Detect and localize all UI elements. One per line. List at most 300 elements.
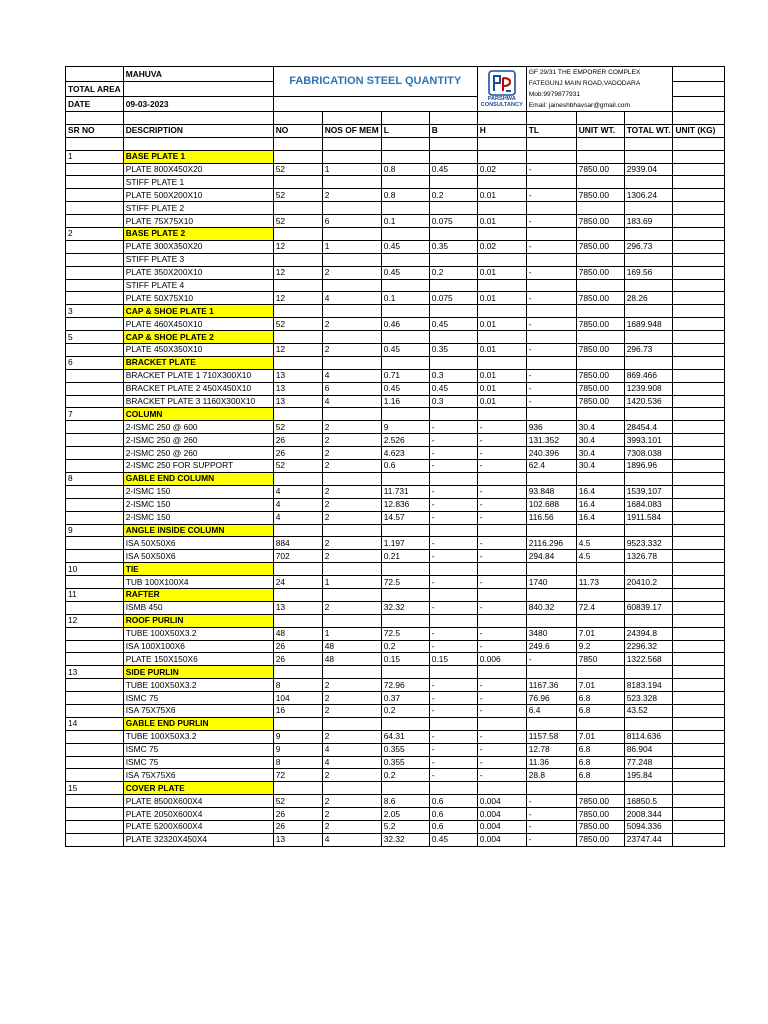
table-cell: - — [526, 382, 576, 395]
table-row — [66, 253, 725, 266]
table-cell — [673, 550, 725, 563]
table-row — [66, 550, 725, 563]
table-cell: 0.075 — [429, 215, 477, 228]
table-cell — [322, 614, 381, 627]
blank-cell — [673, 97, 725, 112]
section-row — [66, 472, 725, 485]
table-cell — [429, 356, 477, 369]
table-cell: PLATE 50X75X10 — [123, 292, 273, 305]
table-cell: 2-ISMC 150 — [123, 498, 273, 511]
table-cell: 8 — [273, 756, 322, 769]
table-cell — [624, 279, 673, 292]
table-cell — [576, 356, 624, 369]
table-cell — [576, 176, 624, 189]
table-cell: 11.73 — [576, 576, 624, 589]
table-cell: 183.69 — [624, 215, 673, 228]
table-cell — [477, 717, 526, 730]
section-row — [66, 228, 725, 241]
table-cell — [673, 395, 725, 408]
table-cell — [66, 550, 124, 563]
table-cell: 0.15 — [381, 653, 429, 666]
table-cell — [381, 588, 429, 601]
table-cell — [673, 472, 725, 485]
table-cell: 0.8 — [381, 189, 429, 202]
table-cell: 1911.584 — [624, 511, 673, 524]
table-cell: 48 — [322, 640, 381, 653]
table-cell — [673, 576, 725, 589]
col-header: L — [381, 124, 429, 137]
table-cell: 7.01 — [576, 730, 624, 743]
table-cell: 52 — [273, 163, 322, 176]
table-cell — [66, 318, 124, 331]
table-row — [66, 163, 725, 176]
table-cell: 12.78 — [526, 743, 576, 756]
table-cell: 52 — [273, 421, 322, 434]
table-row — [66, 820, 725, 833]
table-cell: 20410.2 — [624, 576, 673, 589]
table-cell — [429, 666, 477, 679]
table-row — [66, 704, 725, 717]
table-cell: TIE — [123, 563, 273, 576]
table-cell — [673, 434, 725, 447]
table-cell — [624, 408, 673, 421]
table-cell — [624, 331, 673, 344]
table-cell: 1539.107 — [624, 485, 673, 498]
section-row — [66, 524, 725, 537]
table-cell: 2-ISMC 250 @ 600 — [123, 421, 273, 434]
table-cell — [673, 485, 725, 498]
table-cell: 2 — [322, 704, 381, 717]
table-cell: 0.1 — [381, 215, 429, 228]
table-cell: TUB 100X100X4 — [123, 576, 273, 589]
table-cell — [673, 614, 725, 627]
table-cell — [673, 421, 725, 434]
table-cell: 8114.636 — [624, 730, 673, 743]
table-row — [66, 627, 725, 640]
table-cell: STIFF PLATE 2 — [123, 202, 273, 215]
table-cell: 1167.36 — [526, 679, 576, 692]
table-cell: BRACKET PLATE 2 450X450X10 — [123, 382, 273, 395]
table-cell: - — [429, 601, 477, 614]
table-cell — [66, 189, 124, 202]
table-cell: - — [477, 704, 526, 717]
table-cell: 296.73 — [624, 344, 673, 357]
table-row — [66, 795, 725, 808]
table-cell — [273, 228, 322, 241]
section-row — [66, 563, 725, 576]
table-cell — [624, 563, 673, 576]
table-cell: 3 — [66, 305, 124, 318]
table-cell — [322, 305, 381, 318]
table-cell: 6.8 — [576, 756, 624, 769]
table-cell — [322, 253, 381, 266]
col-header: DESCRIPTION — [123, 124, 273, 137]
table-row — [66, 756, 725, 769]
table-cell: 2 — [322, 485, 381, 498]
table-cell: 86.904 — [624, 743, 673, 756]
table-cell — [429, 782, 477, 795]
table-cell — [526, 253, 576, 266]
table-cell: 14.57 — [381, 511, 429, 524]
table-cell: 48 — [273, 627, 322, 640]
table-cell: - — [477, 498, 526, 511]
table-cell — [477, 305, 526, 318]
table-cell: 4.623 — [381, 447, 429, 460]
table-cell — [526, 305, 576, 318]
table-cell — [429, 228, 477, 241]
table-cell — [322, 176, 381, 189]
table-cell — [429, 614, 477, 627]
logo-mark-icon — [488, 70, 516, 96]
table-cell: 0.15 — [429, 653, 477, 666]
table-cell: 0.004 — [477, 808, 526, 821]
table-cell: 7850.00 — [576, 833, 624, 846]
table-cell — [526, 279, 576, 292]
section-row — [66, 614, 725, 627]
table-cell: 0.2 — [429, 189, 477, 202]
table-cell: 2 — [322, 460, 381, 473]
table-cell: 296.73 — [624, 240, 673, 253]
table-cell: 2 — [322, 679, 381, 692]
table-row — [66, 601, 725, 614]
table-cell: 2 — [322, 434, 381, 447]
table-cell: 52 — [273, 460, 322, 473]
table-cell: - — [526, 833, 576, 846]
table-cell — [624, 614, 673, 627]
table-cell: 169.56 — [624, 266, 673, 279]
total-area-value — [123, 82, 273, 97]
table-cell: 0.01 — [477, 395, 526, 408]
spacer-row — [66, 137, 725, 150]
table-cell — [322, 331, 381, 344]
table-cell — [673, 344, 725, 357]
table-cell: - — [477, 550, 526, 563]
section-row — [66, 305, 725, 318]
table-cell: 0.45 — [429, 318, 477, 331]
table-cell: PLATE 300X350X20 — [123, 240, 273, 253]
table-cell: 9523.332 — [624, 537, 673, 550]
table-cell — [66, 511, 124, 524]
table-cell: 12 — [273, 344, 322, 357]
table-cell — [66, 730, 124, 743]
table-cell: 5.2 — [381, 820, 429, 833]
table-cell: 6 — [322, 382, 381, 395]
table-cell: 60839.17 — [624, 601, 673, 614]
table-cell — [673, 511, 725, 524]
table-cell — [673, 730, 725, 743]
table-cell — [66, 756, 124, 769]
table-cell: 2 — [322, 730, 381, 743]
table-cell: 869.466 — [624, 369, 673, 382]
table-cell: 15 — [66, 782, 124, 795]
table-cell: - — [526, 795, 576, 808]
table-row — [66, 653, 725, 666]
table-cell: 7850.00 — [576, 318, 624, 331]
table-cell — [576, 305, 624, 318]
table-cell: 1 — [66, 150, 124, 163]
table-cell: 30.4 — [576, 434, 624, 447]
table-cell — [429, 524, 477, 537]
quantity-sheet — [65, 66, 725, 847]
table-cell — [624, 782, 673, 795]
table-cell: 6.8 — [576, 743, 624, 756]
table-cell: 2 — [322, 692, 381, 705]
table-cell: 6.4 — [526, 704, 576, 717]
table-cell — [477, 331, 526, 344]
table-cell: 30.4 — [576, 447, 624, 460]
table-cell: 0.355 — [381, 756, 429, 769]
table-cell: 0.1 — [381, 292, 429, 305]
table-cell: - — [429, 485, 477, 498]
company-info — [526, 67, 673, 112]
table-cell — [381, 150, 429, 163]
table-cell: 7850.00 — [576, 189, 624, 202]
table-cell — [66, 266, 124, 279]
table-cell: - — [477, 511, 526, 524]
table-cell: ISMB 450 — [123, 601, 273, 614]
table-cell: 7.01 — [576, 627, 624, 640]
table-cell — [576, 202, 624, 215]
table-cell — [322, 588, 381, 601]
table-cell: ISA 100X100X6 — [123, 640, 273, 653]
header-row-project — [66, 67, 725, 82]
table-cell — [673, 460, 725, 473]
table-cell — [526, 524, 576, 537]
table-cell — [673, 279, 725, 292]
table-cell — [576, 331, 624, 344]
table-cell: 0.45 — [381, 344, 429, 357]
table-cell: 1.197 — [381, 537, 429, 550]
table-cell — [381, 228, 429, 241]
table-cell: ISA 75X75X6 — [123, 704, 273, 717]
table-cell: 12 — [273, 240, 322, 253]
table-cell: - — [477, 485, 526, 498]
table-cell: 0.6 — [429, 795, 477, 808]
table-cell — [526, 202, 576, 215]
table-cell: 8183.194 — [624, 679, 673, 692]
table-cell: 0.8 — [381, 163, 429, 176]
table-cell — [66, 215, 124, 228]
table-cell — [273, 717, 322, 730]
project-name: MAHUVA — [123, 67, 273, 82]
table-cell — [66, 808, 124, 821]
table-cell: 2-ISMC 250 FOR SUPPORT — [123, 460, 273, 473]
table-cell: - — [477, 447, 526, 460]
table-cell: 7850.00 — [576, 240, 624, 253]
table-cell: 2 — [322, 795, 381, 808]
table-cell — [624, 356, 673, 369]
table-cell: - — [429, 704, 477, 717]
table-cell: - — [429, 769, 477, 782]
table-cell — [322, 563, 381, 576]
table-cell: 0.45 — [381, 382, 429, 395]
table-cell: 0.01 — [477, 369, 526, 382]
table-cell — [526, 150, 576, 163]
table-cell: 13 — [273, 395, 322, 408]
table-cell: 2 — [322, 421, 381, 434]
table-cell: CAP & SHOE PLATE 2 — [123, 331, 273, 344]
table-cell: 13 — [273, 382, 322, 395]
company-mobile: Mob:9979877931 — [528, 91, 581, 98]
table-cell — [673, 653, 725, 666]
table-cell: 4.5 — [576, 550, 624, 563]
table-cell — [576, 228, 624, 241]
table-cell: - — [429, 576, 477, 589]
table-cell: 0.45 — [429, 163, 477, 176]
table-cell: - — [477, 769, 526, 782]
table-cell: 1.16 — [381, 395, 429, 408]
table-cell — [66, 434, 124, 447]
table-cell — [673, 524, 725, 537]
table-cell: 7850.00 — [576, 369, 624, 382]
table-cell — [526, 614, 576, 627]
table-cell: 4 — [273, 498, 322, 511]
table-cell — [477, 524, 526, 537]
table-cell: - — [526, 395, 576, 408]
table-cell: 0.02 — [477, 240, 526, 253]
table-cell: - — [526, 163, 576, 176]
table-cell — [322, 408, 381, 421]
table-cell: - — [526, 808, 576, 821]
table-cell: PLATE 800X450X20 — [123, 163, 273, 176]
col-header: TOTAL WT. — [624, 124, 673, 137]
table-cell — [673, 795, 725, 808]
table-cell — [673, 769, 725, 782]
table-cell: - — [429, 692, 477, 705]
table-cell — [429, 202, 477, 215]
table-cell: 0.35 — [429, 240, 477, 253]
company-email: Email: jaineshbhavsar@gmail.com — [528, 102, 630, 109]
table-cell — [66, 627, 124, 640]
table-cell: 2 — [322, 498, 381, 511]
section-row — [66, 331, 725, 344]
table-cell: 523.328 — [624, 692, 673, 705]
table-cell — [576, 782, 624, 795]
col-header: B — [429, 124, 477, 137]
company-address-1: GF 29/31 THE EMPORER COMPLEX — [528, 69, 641, 76]
table-cell: 26 — [273, 820, 322, 833]
table-cell: 0.02 — [477, 163, 526, 176]
table-cell: 11.731 — [381, 485, 429, 498]
table-cell: 4 — [322, 292, 381, 305]
table-cell: 26 — [273, 640, 322, 653]
table-cell: 1684.083 — [624, 498, 673, 511]
table-cell — [477, 782, 526, 795]
table-cell: - — [477, 460, 526, 473]
table-cell: STIFF PLATE 3 — [123, 253, 273, 266]
table-row — [66, 395, 725, 408]
table-cell — [66, 640, 124, 653]
table-cell: 28.8 — [526, 769, 576, 782]
table-cell: 0.01 — [477, 344, 526, 357]
table-cell: 2939.04 — [624, 163, 673, 176]
table-cell — [477, 253, 526, 266]
table-cell: PLATE 75X75X10 — [123, 215, 273, 228]
table-cell — [673, 150, 725, 163]
table-cell: 4 — [322, 743, 381, 756]
table-cell — [429, 563, 477, 576]
table-row — [66, 189, 725, 202]
table-cell: 48 — [322, 653, 381, 666]
table-cell: 0.6 — [381, 460, 429, 473]
table-cell — [66, 421, 124, 434]
table-cell — [673, 756, 725, 769]
table-cell: 0.01 — [477, 292, 526, 305]
table-cell: 0.71 — [381, 369, 429, 382]
table-cell: 52 — [273, 795, 322, 808]
table-row — [66, 215, 725, 228]
table-cell: 2 — [322, 550, 381, 563]
col-header: NO — [273, 124, 322, 137]
table-cell — [673, 163, 725, 176]
spacer-row — [66, 112, 725, 125]
table-cell — [673, 292, 725, 305]
table-cell — [526, 228, 576, 241]
table-cell — [381, 614, 429, 627]
company-address-2: FATEGUNJ MAIN ROAD,VADODARA — [528, 80, 641, 87]
table-cell — [322, 228, 381, 241]
table-cell: 1689.948 — [624, 318, 673, 331]
table-cell: 249.6 — [526, 640, 576, 653]
table-cell: 0.6 — [429, 820, 477, 833]
table-cell — [526, 472, 576, 485]
table-cell — [673, 640, 725, 653]
table-cell: 2-ISMC 150 — [123, 485, 273, 498]
table-cell — [429, 331, 477, 344]
table-cell: 30.4 — [576, 460, 624, 473]
table-cell — [381, 563, 429, 576]
section-row — [66, 588, 725, 601]
table-cell: - — [477, 730, 526, 743]
table-row — [66, 769, 725, 782]
table-cell: 2 — [322, 511, 381, 524]
table-cell — [477, 472, 526, 485]
table-cell: - — [429, 447, 477, 460]
table-cell: 13 — [273, 833, 322, 846]
table-cell — [576, 614, 624, 627]
table-cell: 7850.00 — [576, 215, 624, 228]
table-cell: 4.5 — [576, 537, 624, 550]
table-cell — [322, 666, 381, 679]
table-cell — [673, 666, 725, 679]
table-cell — [576, 666, 624, 679]
table-cell — [673, 679, 725, 692]
table-cell — [624, 472, 673, 485]
table-cell — [273, 305, 322, 318]
table-cell — [673, 202, 725, 215]
table-cell — [273, 279, 322, 292]
table-cell: 1 — [322, 240, 381, 253]
table-cell — [576, 253, 624, 266]
table-cell: 11.36 — [526, 756, 576, 769]
table-cell — [273, 331, 322, 344]
table-row — [66, 202, 725, 215]
table-cell — [66, 460, 124, 473]
table-cell — [673, 498, 725, 511]
table-cell: - — [429, 743, 477, 756]
table-cell: 7850.00 — [576, 395, 624, 408]
table-cell: 9 — [381, 421, 429, 434]
table-cell: - — [526, 266, 576, 279]
table-cell — [673, 215, 725, 228]
table-cell: - — [429, 434, 477, 447]
table-cell — [576, 524, 624, 537]
table-cell: ISA 50X50X6 — [123, 537, 273, 550]
table-cell: 6.8 — [576, 704, 624, 717]
table-cell: - — [526, 653, 576, 666]
table-cell: 13 — [273, 369, 322, 382]
table-cell: 102.688 — [526, 498, 576, 511]
